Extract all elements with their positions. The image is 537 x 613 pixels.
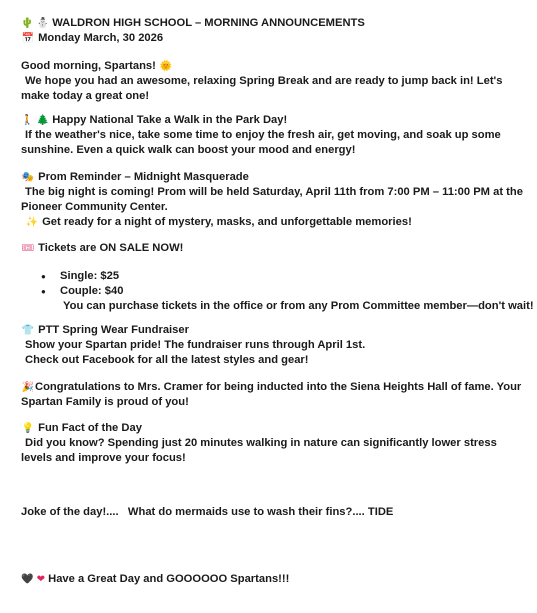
party-icon: 🎉 — [21, 382, 35, 393]
mask-icon: 🎭 — [21, 172, 35, 183]
calendar-icon: 📅 — [21, 33, 35, 44]
header-title — [21, 16, 526, 46]
ptt-section — [21, 323, 526, 368]
ptt-line-2: Check out Facebook for all the latest styles and gear! — [25, 354, 309, 366]
park-day-section — [21, 113, 526, 158]
ticket-icon: 🎟 — [21, 243, 35, 254]
ptt-title: PTT Spring Wear Fundraiser — [38, 324, 189, 336]
prom-body: The big night is coming! Prom will be held Saturday, April 11th from 7:00 PM – 11:00 PM at the Pioneer Community Center. — [21, 186, 523, 213]
greeting-body: We hope you had an awesome, relaxing Spring Break and are ready to jump back in! Let's make today a great one! — [21, 75, 503, 102]
ticket-price: Single: $25 — [60, 270, 120, 282]
ticket-price-list — [21, 269, 526, 299]
congrats-body: Congratulations to Mrs. Cramer for being inducted into the Siena Heights Hall of fame. Your Spartan Family is proud of you! — [21, 381, 522, 408]
announcement-date: Monday March, 30 2026 — [38, 32, 164, 44]
prom-tagline: Get ready for a night of mystery, masks, and unforgettable memories! — [42, 216, 412, 228]
joke-line: Joke of the day!.... What do mermaids use to wash their fins?.... TIDE — [21, 506, 394, 518]
shirt-icon: 👕 — [21, 325, 35, 336]
bullet: ● — [41, 272, 46, 281]
tickets-title: Tickets are ON SALE NOW! — [38, 242, 184, 254]
fun-fact-title: Fun Fact of the Day — [38, 422, 142, 434]
tickets-note: You can purchase tickets in the office or from any Prom Committee member—don't wait! — [63, 300, 534, 312]
prom-section — [21, 170, 526, 230]
bullet: ● — [41, 287, 46, 296]
sparkle-icon: ✨ — [25, 217, 39, 228]
greeting-section — [21, 59, 526, 104]
closing-section — [21, 572, 526, 587]
list-item — [21, 269, 526, 284]
joke-section — [21, 505, 526, 520]
park-day-body: If the weather's nice, take some time to enjoy the fresh air, get moving, and soak up some sunshine. Even a quick walk can boost your mood and energy! — [21, 129, 501, 156]
greeting-line: Good morning, Spartans! — [21, 60, 156, 72]
fun-fact-body: Did you know? Spending just 20 minutes walking in nature can significantly lower stress levels and improve your focus! — [21, 437, 497, 464]
ptt-line-1: Show your Spartan pride! The fundraiser runs through April 1st. — [25, 339, 366, 351]
fun-fact-section — [21, 421, 526, 466]
lightbulb-icon: 💡 — [21, 423, 35, 434]
page-title: WALDRON HIGH SCHOOL – MORNING ANNOUNCEMENTS — [52, 17, 365, 29]
sun-icon: 🌞 — [159, 61, 173, 72]
tickets-section — [21, 241, 534, 314]
prom-title: Prom Reminder – Midnight Masquerade — [38, 171, 249, 183]
park-day-title: Happy National Take a Walk in the Park Day! — [52, 114, 288, 126]
ticket-price: Couple: $40 — [60, 285, 124, 297]
cactus-snowman-icon: 🌵 ⛄ — [21, 18, 50, 29]
list-item — [21, 284, 526, 299]
walking-tree-icon: 🚶 🌲 — [21, 115, 50, 126]
closing-line: Have a Great Day and GOOOOOO Spartans!!! — [48, 573, 290, 585]
hearts-icon: 🖤 ❤ — [21, 574, 46, 585]
congrats-section — [21, 380, 526, 410]
